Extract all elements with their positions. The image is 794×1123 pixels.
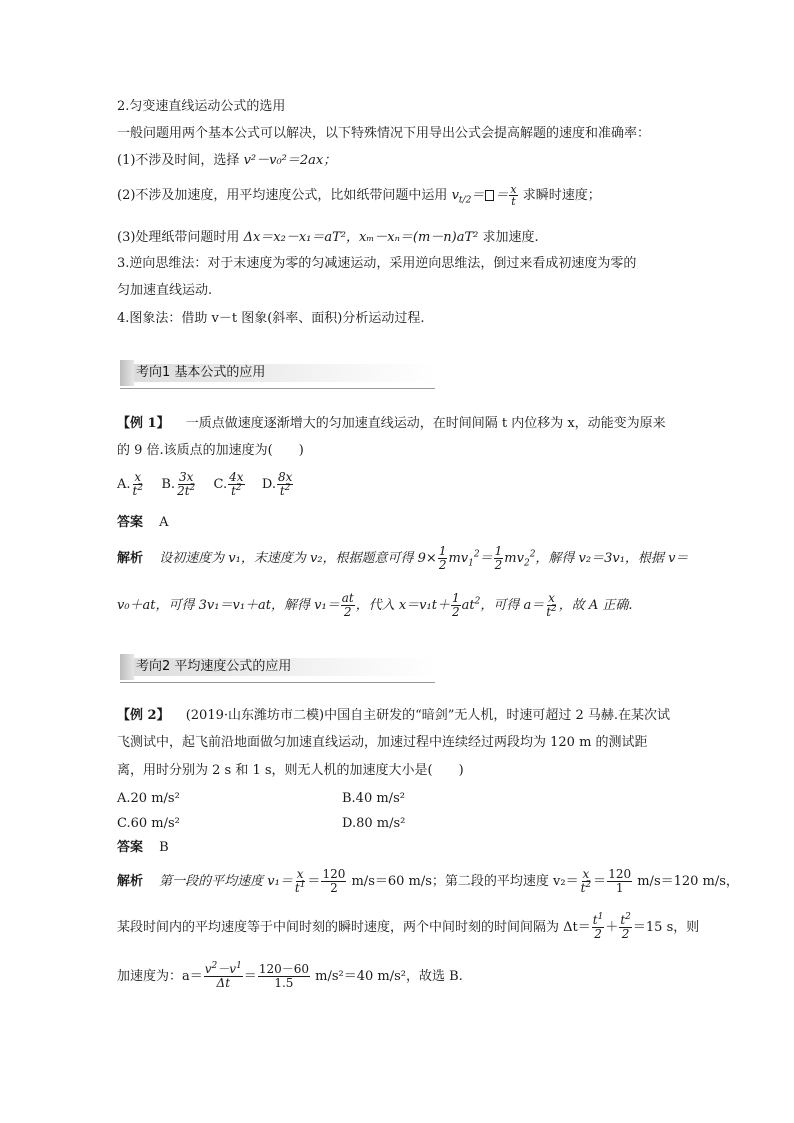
option-c-label: C. [213, 477, 228, 492]
item2-text: (2)不涉及加速度，用平均速度公式，比如纸带问题中运用 [117, 188, 448, 203]
intro-item-4-line1: 3.逆向思维法：对于末速度为零的匀减速运动，采用逆向思维法，倒过来看成初速度为零的 [117, 256, 637, 271]
example1-analysis-line2: v₀＋at，可得 3v₁＝v₁＋at，解得 v₁＝ $\frac{at}{2}$ ，代入 x＝v₁t＋ $\frac{1}{2}$ $at^2$，可得 a＝ $\frac{x}{t^2}$ ，故 A 正确. [117, 591, 633, 619]
option-d: D.80 m/s² [342, 816, 406, 831]
example1-line1 [117, 414, 666, 434]
analysis-label: 解析 [117, 551, 144, 566]
answer-label: 答案 [117, 515, 144, 530]
option-c: C.60 m/s² [117, 816, 180, 831]
item1-formula: v²－v₀²＝2ax； [243, 153, 337, 168]
section-tab-decoration [120, 654, 134, 680]
intro-item-4-line2: 匀加速直线运动. [117, 283, 213, 298]
analysis-e2-1a: 第一段的平均速度 v₁＝ [159, 874, 293, 889]
item3-suffix: 求加速度. [482, 230, 539, 245]
intro-item-5: 4.图象法：借助 v－t 图象(斜率、面积)分析运动过程. [117, 311, 425, 326]
intro-item-3 [117, 228, 539, 248]
section-rule [120, 682, 435, 683]
example1-options: A. $\frac{x}{t^2}$ B. $\frac{3x}{2t^2}$ C. $\frac{4x}{t^2}$ D. $\frac{8x}{t^2}$ [117, 470, 293, 498]
subheading: 2.匀变速直线运动公式的选用 [117, 99, 286, 114]
item2-formula: $v_{t/2}=$ ＝ $\frac{x}{t}$ [451, 183, 517, 208]
example2-line3: 离，用时分别为 2 s 和 1 s，则无人机的加速度大小是( ) [117, 763, 464, 778]
analysis1-text-a: 设初速度为 v₁，末速度为 v₂，根据题意可得 9× [159, 551, 437, 566]
example1-analysis-line1: 解析 设初速度为 v₁，末速度为 v₂，根据题意可得 9× $\frac{1}{2}$ $mv_1^2=$ $\frac{1}{2}$ $mv_2^2$，解得 v₂＝3v₁，根据 v＝ [117, 544, 689, 572]
item1-text: (1)不涉及时间，选择 [117, 153, 240, 168]
example1-tag: 【例 1】 [117, 416, 170, 431]
answer-value: B [159, 840, 169, 855]
example2-tag: 【例 2】 [117, 708, 170, 723]
section-title-1: 考向1 基本公式的应用 [136, 365, 266, 380]
section-rule [120, 388, 435, 389]
analysis-label: 解析 [117, 874, 144, 889]
analysis-e2-1b: m/s＝60 m/s；第二段的平均速度 v₂＝ [351, 874, 579, 889]
intro-item-1 [117, 151, 336, 171]
example2-line2: 飞测试中，起飞前沿地面做匀加速直线运动，加速过程中连续经过两段均为 120 m 的测试距 [117, 735, 648, 750]
intro-paragraph: 一般问题用两个基本公式可以解决，以下特殊情况下用导出公式会提高解题的速度和准确率： [117, 126, 651, 141]
item3-formula: Δx＝x₂－x₁＝aT²，xₘ－xₙ＝(m－n)aT² [243, 230, 479, 245]
example1-question-1: 一质点做速度逐渐增大的匀加速直线运动，在时间间隔 t 内位移为 x，动能变为原来 [185, 416, 666, 431]
placeholder-box-icon [485, 190, 494, 201]
option-b: B.40 m/s² [342, 791, 405, 806]
option-d-label: D. [261, 477, 276, 492]
analysis-e2-2b: ＝15 s，则 [632, 920, 700, 935]
example2-line1 [117, 706, 670, 726]
analysis-e2-3a: 加速度为：a＝ [117, 969, 203, 984]
section-header-2 [120, 654, 435, 680]
answer-label: 答案 [117, 840, 144, 855]
option-a: A.20 m/s² [117, 791, 180, 806]
item2-suffix: 求瞬时速度； [522, 188, 601, 203]
option-b-label: B. [161, 477, 176, 492]
section-header-1 [120, 360, 435, 386]
option-a-label: A. [117, 477, 131, 492]
section-title-2: 考向2 平均速度公式的应用 [136, 659, 292, 674]
analysis2-text-c: ，可得 a＝ [480, 598, 545, 613]
intro-item-2 [117, 182, 601, 210]
analysis1-text-b: ，解得 v₂＝3v₁，根据 v＝ [535, 551, 689, 566]
example2-analysis-line2: 某段时间内的平均速度等于中间时刻的瞬时速度，两个中间时刻的时间间隔为 Δt＝ $\frac{t^1}{2}$ ＋ $\frac{t^2}{2}$ ＝15 s，则 [117, 912, 700, 941]
item3-text: (3)处理纸带问题时用 [117, 230, 240, 245]
example1-answer [117, 513, 169, 533]
analysis-e2-3b: m/s²＝40 m/s²，故选 B. [315, 969, 463, 984]
analysis2-text-b: ，代入 x＝v₁t＋ [355, 598, 450, 613]
answer-value: A [159, 515, 169, 530]
section-tab-decoration [120, 360, 134, 386]
example2-answer [117, 838, 169, 858]
analysis-e2-1c: m/s＝120 m/s， [637, 874, 739, 889]
example1-line2: 的 9 倍.该质点的加速度为( ) [117, 443, 304, 458]
analysis-e2-2a: 某段时间内的平均速度等于中间时刻的瞬时速度，两个中间时刻的时间间隔为 Δt＝ [117, 920, 591, 935]
analysis2-text-d: ，故 A 正确. [558, 598, 633, 613]
example2-question-1: (2019·山东潍坊市二模)中国自主研发的“暗剑”无人机，时速可超过 2 马赫.在某次试 [185, 708, 671, 723]
example2-analysis-line3: 加速度为：a＝ $\frac{v^2-v^1}{\Delta t}$ ＝ $\frac{120-60}{1.5}$ m/s²＝40 m/s²，故选 B. [117, 961, 463, 990]
analysis2-text-a: v₀＋at，可得 3v₁＝v₁＋at，解得 v₁＝ [117, 598, 340, 613]
example2-analysis-line1: 解析 第一段的平均速度 v₁＝ $\frac{x}{t^1}$ ＝ $\frac{120}{2}$ m/s＝60 m/s；第二段的平均速度 v₂＝ $\frac{x}{t^2}$ ＝ $\frac{120}{1}$ m/s＝120 m/s， [117, 867, 739, 895]
